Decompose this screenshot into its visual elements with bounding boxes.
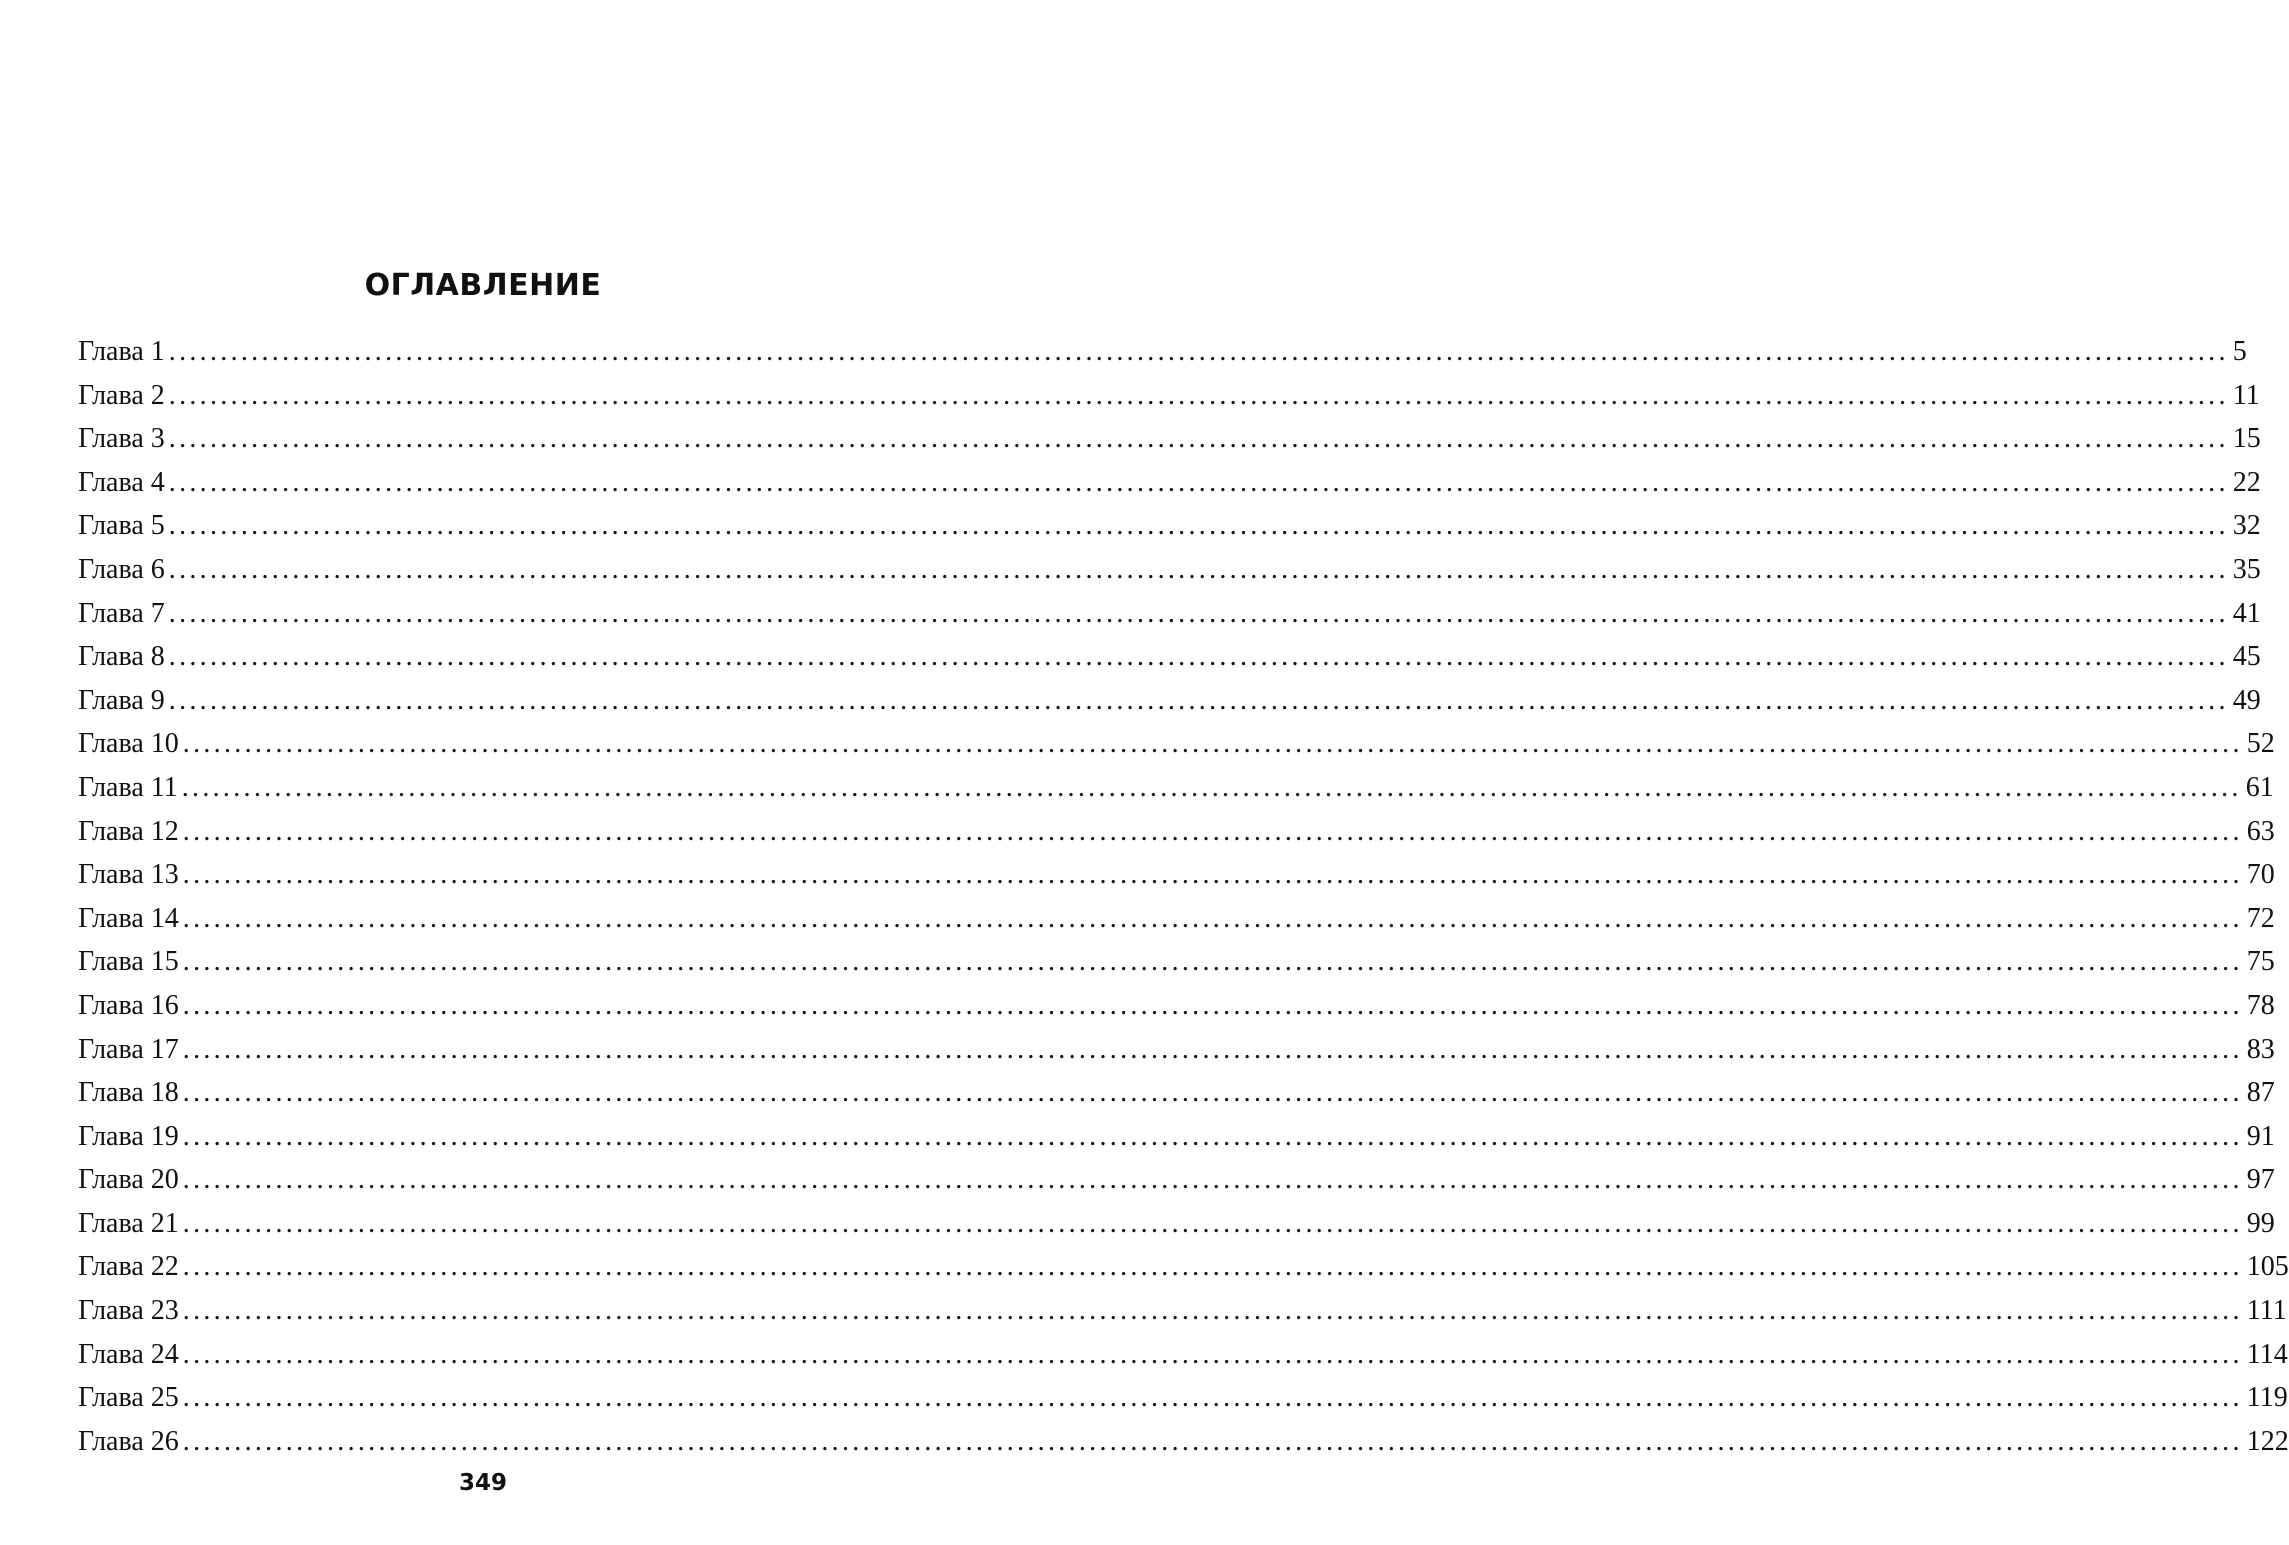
toc-entry-label: Глава 17 (78, 1033, 179, 1065)
toc-entry[interactable] (78, 897, 2275, 941)
dot-leader: ........................................................................................................................................................................................................ (182, 946, 2243, 978)
dot-leader: ........................................................................................................................................................................................................ (182, 1338, 2243, 1370)
toc-entry[interactable] (78, 853, 2275, 897)
dot-leader: ........................................................................................................................................................................................................ (182, 989, 2243, 1021)
toc-entry-label: Глава 6 (78, 553, 165, 585)
toc-entry[interactable] (78, 592, 2261, 636)
toc-entry-label: Глава 5 (78, 510, 165, 542)
page-title: ОГЛАВЛЕНИЕ (364, 268, 602, 303)
toc-entry[interactable] (78, 679, 2261, 723)
toc-entry[interactable] (78, 1115, 2275, 1159)
toc-entry[interactable] (78, 1376, 2288, 1420)
dot-leader: ........................................................................................................................................................................................................ (182, 728, 2243, 760)
dot-leader: ........................................................................................................................................................................................................ (168, 423, 2229, 455)
table-of-contents (78, 330, 2289, 1463)
toc-entry-page: 111 (2246, 1295, 2287, 1327)
toc-entry-label: Глава 10 (78, 728, 179, 760)
toc-entry[interactable] (78, 766, 2274, 810)
toc-entry-page: 61 (2245, 771, 2274, 803)
toc-entry-label: Глава 24 (78, 1338, 179, 1370)
toc-entry-label: Глава 23 (78, 1295, 179, 1327)
toc-entry[interactable] (78, 330, 2247, 374)
toc-entry-label: Глава 2 (78, 379, 165, 411)
dot-leader: ........................................................................................................................................................................................................ (182, 1382, 2243, 1414)
toc-entry-label: Глава 11 (78, 771, 178, 803)
toc-entry-label: Глава 12 (78, 815, 179, 847)
dot-leader: ........................................................................................................................................................................................................ (168, 336, 2229, 367)
dot-leader: ........................................................................................................................................................................................................ (182, 815, 2243, 847)
toc-entry[interactable] (78, 374, 2260, 418)
dot-leader: ........................................................................................................................................................................................................ (182, 1077, 2243, 1109)
dot-leader: ........................................................................................................................................................................................................ (168, 553, 2229, 585)
toc-entry[interactable] (78, 461, 2261, 505)
toc-entry-page: 41 (2232, 597, 2261, 629)
dot-leader: ........................................................................................................................................................................................................ (182, 1207, 2243, 1239)
toc-entry-page: 49 (2232, 684, 2261, 716)
toc-entry-label: Глава 7 (78, 597, 165, 629)
toc-entry-page: 122 (2246, 1425, 2289, 1457)
dot-leader: ........................................................................................................................................................................................................ (168, 641, 2229, 673)
toc-entry[interactable] (78, 1158, 2275, 1202)
toc-entry-page: 83 (2246, 1033, 2275, 1065)
toc-entry[interactable] (78, 548, 2261, 592)
dot-leader: ........................................................................................................................................................................................................ (182, 1164, 2243, 1196)
dot-leader: ........................................................................................................................................................................................................ (182, 902, 2243, 934)
toc-entry-label: Глава 15 (78, 946, 179, 978)
toc-entry-label: Глава 21 (78, 1207, 179, 1239)
toc-entry-page: 114 (2246, 1338, 2288, 1370)
toc-entry[interactable] (78, 1420, 2289, 1464)
dot-leader: ........................................................................................................................................................................................................ (182, 1033, 2243, 1065)
toc-entry-label: Глава 14 (78, 902, 179, 934)
toc-entry-label: Глава 22 (78, 1251, 179, 1283)
toc-entry[interactable] (78, 810, 2275, 854)
dot-leader: ........................................................................................................................................................................................................ (181, 771, 2242, 803)
toc-entry-label: Глава 8 (78, 641, 165, 673)
dot-leader: ........................................................................................................................................................................................................ (168, 510, 2229, 542)
dot-leader: ........................................................................................................................................................................................................ (182, 1120, 2243, 1152)
toc-entry-page: 45 (2232, 641, 2261, 673)
toc-entry-label: Глава 13 (78, 859, 179, 891)
dot-leader: ........................................................................................................................................................................................................ (168, 466, 2229, 498)
dot-leader: ........................................................................................................................................................................................................ (182, 1425, 2243, 1457)
dot-leader: ........................................................................................................................................................................................................ (182, 1251, 2243, 1283)
toc-entry-page: 78 (2246, 989, 2275, 1021)
toc-entry[interactable] (78, 940, 2275, 984)
dot-leader: ........................................................................................................................................................................................................ (182, 859, 2243, 891)
toc-entry-label: Глава 18 (78, 1077, 179, 1109)
toc-entry-label: Глава 19 (78, 1120, 179, 1152)
toc-entry-label: Глава 25 (78, 1382, 179, 1414)
toc-entry[interactable] (78, 1289, 2287, 1333)
toc-entry-page: 70 (2246, 859, 2275, 891)
toc-entry-page: 52 (2246, 728, 2275, 760)
toc-entry[interactable] (78, 1028, 2275, 1072)
toc-entry-page: 87 (2246, 1077, 2275, 1109)
toc-entry-page: 32 (2232, 510, 2261, 542)
toc-entry-page: 35 (2232, 553, 2261, 585)
toc-entry-label: Глава 9 (78, 684, 165, 716)
toc-entry-page: 105 (2246, 1251, 2289, 1283)
toc-entry[interactable] (78, 1333, 2288, 1377)
toc-entry[interactable] (78, 722, 2275, 766)
toc-entry-page: 75 (2246, 946, 2275, 978)
toc-entry-label: Глава 1 (78, 336, 165, 367)
toc-entry[interactable] (78, 984, 2275, 1028)
toc-entry[interactable] (78, 635, 2261, 679)
toc-entry-page: 22 (2232, 466, 2261, 498)
toc-entry-page: 72 (2246, 902, 2275, 934)
toc-entry-label: Глава 16 (78, 989, 179, 1021)
dot-leader: ........................................................................................................................................................................................................ (182, 1295, 2243, 1327)
toc-entry-label: Глава 26 (78, 1425, 179, 1457)
dot-leader: ........................................................................................................................................................................................................ (168, 684, 2229, 716)
toc-entry-label: Глава 4 (78, 466, 165, 498)
page-number: 349 (458, 1470, 507, 1496)
toc-entry-page: 119 (2246, 1382, 2288, 1414)
toc-entry[interactable] (78, 417, 2261, 461)
toc-entry-page: 11 (2232, 379, 2260, 411)
toc-entry[interactable] (78, 504, 2261, 548)
toc-entry[interactable] (78, 1245, 2289, 1289)
dot-leader: ........................................................................................................................................................................................................ (168, 597, 2229, 629)
dot-leader: ........................................................................................................................................................................................................ (168, 379, 2229, 411)
toc-entry-label: Глава 20 (78, 1164, 179, 1196)
toc-entry[interactable] (78, 1202, 2275, 1246)
toc-entry-page: 15 (2232, 423, 2261, 455)
toc-entry-page: 63 (2246, 815, 2275, 847)
toc-entry-page: 99 (2246, 1207, 2275, 1239)
toc-entry-page: 97 (2246, 1164, 2275, 1196)
toc-entry-page: 91 (2246, 1120, 2275, 1152)
toc-entry-label: Глава 3 (78, 423, 165, 455)
toc-entry[interactable] (78, 1071, 2275, 1115)
toc-entry-page: 5 (2232, 336, 2247, 367)
